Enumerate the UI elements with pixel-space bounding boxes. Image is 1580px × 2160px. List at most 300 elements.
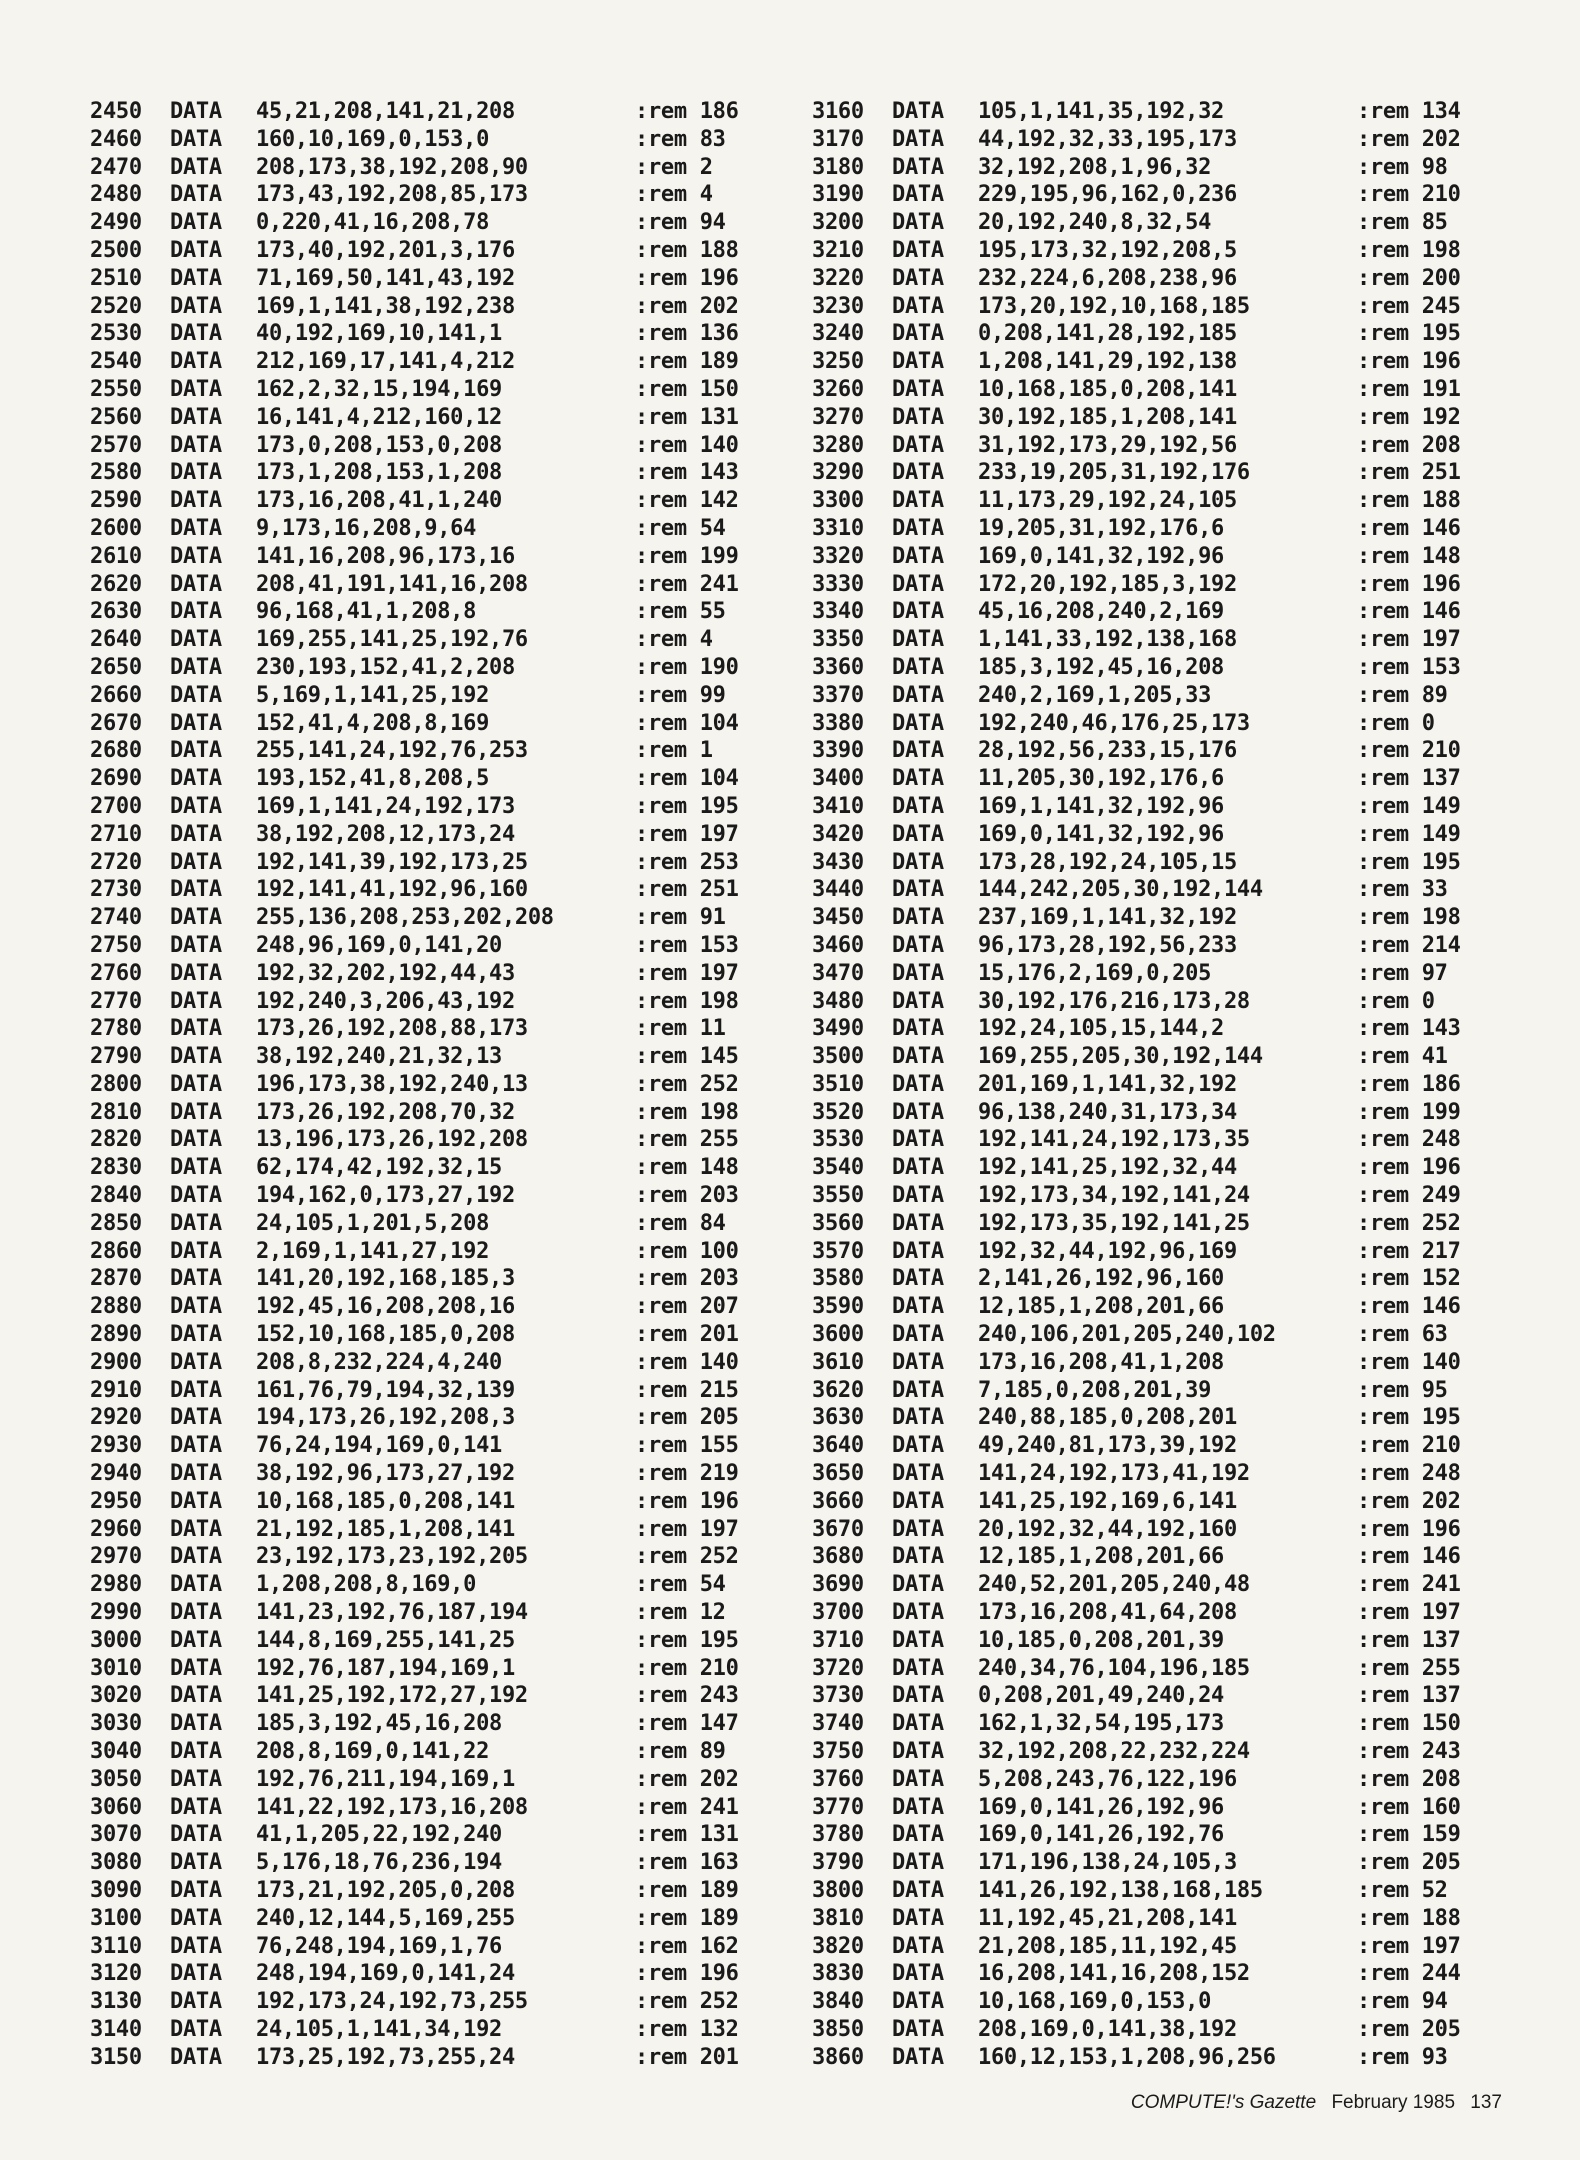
line-number: 3750: [812, 1739, 864, 1765]
data-keyword: DATA: [892, 988, 944, 1014]
rem-checksum: :rem 202: [635, 1766, 739, 1792]
data-values: 173,16,208,41,64,208: [978, 1600, 1237, 1626]
line-number: 2930: [90, 1433, 142, 1459]
data-values: 173,26,192,208,70,32: [256, 1099, 515, 1125]
data-values: 23,192,173,23,192,205: [256, 1544, 528, 1570]
data-keyword: DATA: [170, 349, 222, 375]
line-number: 3600: [812, 1322, 864, 1348]
data-keyword: DATA: [170, 654, 222, 680]
data-keyword: DATA: [170, 1322, 222, 1348]
data-values: 141,24,192,173,41,192: [978, 1461, 1250, 1487]
data-keyword: DATA: [892, 2016, 944, 2042]
data-values: 173,16,208,41,1,240: [256, 488, 502, 514]
data-values: 16,141,4,212,160,12: [256, 404, 502, 430]
data-values: 192,24,105,15,144,2: [978, 1016, 1224, 1042]
rem-checksum: :rem 201: [635, 1322, 739, 1348]
data-keyword: DATA: [892, 1627, 944, 1653]
data-values: 76,24,194,169,0,141: [256, 1433, 502, 1459]
data-keyword: DATA: [892, 1655, 944, 1681]
data-keyword: DATA: [892, 1294, 944, 1320]
line-number: 2610: [90, 543, 142, 569]
data-values: 16,208,141,16,208,152: [978, 1961, 1250, 1987]
data-keyword: DATA: [170, 793, 222, 819]
data-keyword: DATA: [170, 2016, 222, 2042]
rem-checksum: :rem 217: [1357, 1238, 1461, 1264]
data-keyword: DATA: [170, 182, 222, 208]
data-keyword: DATA: [892, 154, 944, 180]
data-keyword: DATA: [892, 1183, 944, 1209]
rem-checksum: :rem 4: [635, 627, 713, 653]
line-number: 3120: [90, 1961, 142, 1987]
line-number: 2980: [90, 1572, 142, 1598]
rem-checksum: :rem 54: [635, 515, 726, 541]
rem-checksum: :rem 149: [1357, 793, 1461, 819]
line-number: 2900: [90, 1349, 142, 1375]
data-values: 21,192,185,1,208,141: [256, 1516, 515, 1542]
data-keyword: DATA: [170, 404, 222, 430]
line-number: 2770: [90, 988, 142, 1014]
rem-checksum: :rem 84: [635, 1210, 726, 1236]
data-keyword: DATA: [892, 1933, 944, 1959]
data-values: 38,192,96,173,27,192: [256, 1461, 515, 1487]
data-keyword: DATA: [892, 1822, 944, 1848]
data-values: 141,26,192,138,168,185: [978, 1878, 1263, 1903]
data-keyword: DATA: [170, 849, 222, 875]
line-number: 3020: [90, 1683, 142, 1709]
data-values: 240,12,144,5,169,255: [256, 1905, 515, 1931]
data-values: 255,136,208,253,202,208: [256, 905, 554, 931]
data-values: 31,192,173,29,192,56: [978, 432, 1237, 458]
line-number: 3290: [812, 460, 864, 486]
rem-checksum: :rem 12: [635, 1600, 726, 1626]
rem-checksum: :rem 210: [1357, 738, 1461, 764]
data-keyword: DATA: [170, 1127, 222, 1153]
data-values: 2,169,1,141,27,192: [256, 1238, 490, 1264]
line-number: 3340: [812, 599, 864, 625]
line-number: 3540: [812, 1155, 864, 1181]
rem-checksum: :rem 210: [1357, 1433, 1461, 1459]
line-number: 3630: [812, 1405, 864, 1431]
rem-checksum: :rem 201: [635, 2044, 739, 2070]
data-keyword: DATA: [170, 293, 222, 319]
line-number: 3740: [812, 1711, 864, 1737]
rem-checksum: :rem 152: [1357, 1266, 1461, 1292]
rem-checksum: :rem 83: [635, 126, 726, 152]
data-values: 41,1,205,22,192,240: [256, 1822, 502, 1848]
rem-checksum: :rem 52: [1357, 1878, 1448, 1903]
line-number: 3050: [90, 1766, 142, 1792]
line-number: 3070: [90, 1822, 142, 1848]
rem-checksum: :rem 91: [635, 905, 726, 931]
rem-checksum: :rem 0: [1357, 710, 1435, 736]
line-number: 2780: [90, 1016, 142, 1042]
data-values: 44,192,32,33,195,173: [978, 126, 1237, 152]
line-number: 3390: [812, 738, 864, 764]
rem-checksum: :rem 104: [635, 766, 739, 792]
data-keyword: DATA: [892, 543, 944, 569]
line-number: 3320: [812, 543, 864, 569]
rem-checksum: :rem 104: [635, 710, 739, 736]
data-keyword: DATA: [170, 1071, 222, 1097]
data-keyword: DATA: [170, 1099, 222, 1125]
rem-checksum: :rem 145: [635, 1044, 739, 1070]
rem-checksum: :rem 146: [1357, 515, 1461, 541]
line-number: 3060: [90, 1794, 142, 1820]
rem-checksum: :rem 255: [635, 1127, 739, 1153]
line-number: 3460: [812, 932, 864, 958]
line-number: 3080: [90, 1850, 142, 1876]
rem-checksum: :rem 94: [635, 210, 726, 236]
rem-checksum: :rem 132: [635, 2016, 739, 2042]
data-values: 173,20,192,10,168,185: [978, 293, 1250, 319]
data-keyword: DATA: [170, 1516, 222, 1542]
rem-checksum: :rem 203: [635, 1183, 739, 1209]
data-values: 169,0,141,26,192,76: [978, 1822, 1224, 1848]
rem-checksum: :rem 197: [635, 821, 739, 847]
data-values: 169,1,141,32,192,96: [978, 793, 1224, 819]
data-keyword: DATA: [170, 1016, 222, 1042]
data-values: 96,173,28,192,56,233: [978, 932, 1237, 958]
data-values: 192,240,46,176,25,173: [978, 710, 1250, 736]
line-number: 3380: [812, 710, 864, 736]
data-values: 28,192,56,233,15,176: [978, 738, 1237, 764]
rem-checksum: :rem 253: [635, 849, 739, 875]
data-keyword: DATA: [892, 1905, 944, 1931]
rem-checksum: :rem 251: [635, 877, 739, 903]
rem-checksum: :rem 146: [1357, 1544, 1461, 1570]
line-number: 2460: [90, 126, 142, 152]
data-values: 96,138,240,31,173,34: [978, 1099, 1237, 1125]
rem-checksum: :rem 186: [1357, 1071, 1461, 1097]
data-values: 160,10,169,0,153,0: [256, 126, 490, 152]
rem-checksum: :rem 243: [1357, 1739, 1461, 1765]
data-values: 152,41,4,208,8,169: [256, 710, 490, 736]
data-keyword: DATA: [892, 1322, 944, 1348]
data-keyword: DATA: [892, 1349, 944, 1375]
data-keyword: DATA: [892, 460, 944, 486]
rem-checksum: :rem 210: [635, 1655, 739, 1681]
line-number: 3130: [90, 1989, 142, 2015]
rem-checksum: :rem 205: [1357, 1850, 1461, 1876]
rem-checksum: :rem 150: [1357, 1711, 1461, 1737]
data-keyword: DATA: [170, 1933, 222, 1959]
rem-checksum: :rem 54: [635, 1572, 726, 1598]
data-values: 38,192,208,12,173,24: [256, 821, 515, 847]
data-keyword: DATA: [892, 1155, 944, 1181]
line-number: 3000: [90, 1627, 142, 1653]
data-values: 20,192,32,44,192,160: [978, 1516, 1237, 1542]
line-number: 3100: [90, 1905, 142, 1931]
data-values: 185,3,192,45,16,208: [978, 654, 1224, 680]
data-values: 169,0,141,32,192,96: [978, 543, 1224, 569]
data-values: 194,162,0,173,27,192: [256, 1183, 515, 1209]
line-number: 3530: [812, 1127, 864, 1153]
rem-checksum: :rem 200: [1357, 265, 1461, 291]
rem-checksum: :rem 251: [1357, 460, 1461, 486]
rem-checksum: :rem 190: [635, 654, 739, 680]
line-number: 3670: [812, 1516, 864, 1542]
rem-checksum: :rem 143: [1357, 1016, 1461, 1042]
data-values: 12,185,1,208,201,66: [978, 1294, 1224, 1320]
rem-checksum: :rem 153: [635, 932, 739, 958]
data-values: 248,194,169,0,141,24: [256, 1961, 515, 1987]
line-number: 3230: [812, 293, 864, 319]
data-keyword: DATA: [892, 1210, 944, 1236]
line-number: 3480: [812, 988, 864, 1014]
data-values: 5,176,18,76,236,194: [256, 1850, 502, 1876]
rem-checksum: :rem 252: [635, 1989, 739, 2015]
data-keyword: DATA: [892, 1878, 944, 1903]
data-values: 212,169,17,141,4,212: [256, 349, 515, 375]
line-number: 3250: [812, 349, 864, 375]
line-number: 3010: [90, 1655, 142, 1681]
rem-checksum: :rem 155: [635, 1433, 739, 1459]
line-number: 2700: [90, 793, 142, 819]
line-number: 2600: [90, 515, 142, 541]
data-values: 30,192,185,1,208,141: [978, 404, 1237, 430]
rem-checksum: :rem 244: [1357, 1961, 1461, 1987]
rem-checksum: :rem 197: [635, 1516, 739, 1542]
data-keyword: DATA: [892, 1739, 944, 1765]
rem-checksum: :rem 202: [635, 293, 739, 319]
line-number: 3410: [812, 793, 864, 819]
rem-checksum: :rem 189: [635, 349, 739, 375]
data-keyword: DATA: [892, 432, 944, 458]
line-number: 3760: [812, 1766, 864, 1792]
data-keyword: DATA: [170, 432, 222, 458]
data-keyword: DATA: [892, 182, 944, 208]
rem-checksum: :rem 55: [635, 599, 726, 625]
line-number: 3430: [812, 849, 864, 875]
data-values: 162,2,32,15,194,169: [256, 376, 502, 402]
data-values: 32,192,208,1,96,32: [978, 154, 1212, 180]
rem-checksum: :rem 196: [635, 1961, 739, 1987]
data-keyword: DATA: [892, 849, 944, 875]
line-number: 2730: [90, 877, 142, 903]
data-values: 38,192,240,21,32,13: [256, 1044, 502, 1070]
data-keyword: DATA: [170, 488, 222, 514]
data-keyword: DATA: [170, 1210, 222, 1236]
line-number: 3470: [812, 960, 864, 986]
rem-checksum: :rem 255: [1357, 1655, 1461, 1681]
data-values: 141,25,192,169,6,141: [978, 1488, 1237, 1514]
line-number: 2850: [90, 1210, 142, 1236]
data-values: 194,173,26,192,208,3: [256, 1405, 515, 1431]
page-number: 137: [1470, 2092, 1502, 2113]
line-number: 3830: [812, 1961, 864, 1987]
line-number: 2740: [90, 905, 142, 931]
data-keyword: DATA: [892, 1711, 944, 1737]
data-keyword: DATA: [892, 1766, 944, 1792]
data-values: 171,196,138,24,105,3: [978, 1850, 1237, 1876]
line-number: 2680: [90, 738, 142, 764]
line-number: 2510: [90, 265, 142, 291]
data-keyword: DATA: [892, 710, 944, 736]
line-number: 2490: [90, 210, 142, 236]
line-number: 3270: [812, 404, 864, 430]
data-keyword: DATA: [170, 1572, 222, 1598]
line-number: 3680: [812, 1544, 864, 1570]
rem-checksum: :rem 208: [1357, 432, 1461, 458]
rem-checksum: :rem 188: [1357, 488, 1461, 514]
rem-checksum: :rem 99: [635, 682, 726, 708]
data-keyword: DATA: [892, 1544, 944, 1570]
rem-checksum: :rem 63: [1357, 1322, 1448, 1348]
rem-checksum: :rem 134: [1357, 99, 1461, 124]
rem-checksum: :rem 248: [1357, 1127, 1461, 1153]
data-keyword: DATA: [170, 877, 222, 903]
data-values: 173,25,192,73,255,24: [256, 2044, 515, 2070]
data-keyword: DATA: [892, 738, 944, 764]
rem-checksum: :rem 89: [1357, 682, 1448, 708]
data-values: 192,173,35,192,141,25: [978, 1210, 1250, 1236]
data-values: 21,208,185,11,192,45: [978, 1933, 1237, 1959]
data-keyword: DATA: [892, 571, 944, 597]
line-number: 2480: [90, 182, 142, 208]
rem-checksum: :rem 137: [1357, 1683, 1461, 1709]
line-number: 3140: [90, 2016, 142, 2042]
data-keyword: DATA: [170, 1683, 222, 1709]
data-keyword: DATA: [170, 710, 222, 736]
data-keyword: DATA: [170, 1655, 222, 1681]
data-values: 141,20,192,168,185,3: [256, 1266, 515, 1292]
data-keyword: DATA: [892, 265, 944, 291]
line-number: 2760: [90, 960, 142, 986]
data-values: 45,21,208,141,21,208: [256, 99, 515, 124]
rem-checksum: :rem 136: [635, 321, 739, 347]
data-values: 232,224,6,208,238,96: [978, 265, 1237, 291]
line-number: 2880: [90, 1294, 142, 1320]
data-values: 237,169,1,141,32,192: [978, 905, 1237, 931]
rem-checksum: :rem 197: [1357, 1933, 1461, 1959]
line-number: 2650: [90, 654, 142, 680]
line-number: 3800: [812, 1878, 864, 1903]
data-values: 169,0,141,26,192,96: [978, 1794, 1224, 1820]
line-number: 3550: [812, 1183, 864, 1209]
line-number: 2540: [90, 349, 142, 375]
data-keyword: DATA: [170, 932, 222, 958]
data-values: 13,196,173,26,192,208: [256, 1127, 528, 1153]
data-keyword: DATA: [892, 1266, 944, 1292]
data-values: 10,168,185,0,208,141: [256, 1488, 515, 1514]
line-number: 2520: [90, 293, 142, 319]
line-number: 3110: [90, 1933, 142, 1959]
data-values: 240,106,201,205,240,102: [978, 1322, 1276, 1348]
line-number: 2590: [90, 488, 142, 514]
rem-checksum: :rem 41: [1357, 1044, 1448, 1070]
data-values: 30,192,176,216,173,28: [978, 988, 1250, 1014]
line-number: 2450: [90, 99, 142, 124]
rem-checksum: :rem 163: [635, 1850, 739, 1876]
line-number: 3490: [812, 1016, 864, 1042]
data-values: 24,105,1,201,5,208: [256, 1210, 490, 1236]
data-values: 201,169,1,141,32,192: [978, 1071, 1237, 1097]
data-values: 141,16,208,96,173,16: [256, 543, 515, 569]
line-number: 3660: [812, 1488, 864, 1514]
data-keyword: DATA: [170, 321, 222, 347]
rem-checksum: :rem 149: [1357, 821, 1461, 847]
data-values: 192,240,3,206,43,192: [256, 988, 515, 1014]
rem-checksum: :rem 249: [1357, 1183, 1461, 1209]
rem-checksum: :rem 248: [1357, 1461, 1461, 1487]
data-values: 162,1,32,54,195,173: [978, 1711, 1224, 1737]
data-values: 10,168,185,0,208,141: [978, 376, 1237, 402]
line-number: 3730: [812, 1683, 864, 1709]
data-values: 248,96,169,0,141,20: [256, 932, 502, 958]
line-number: 3040: [90, 1739, 142, 1765]
line-number: 3350: [812, 627, 864, 653]
rem-checksum: :rem 198: [1357, 905, 1461, 931]
data-values: 141,25,192,172,27,192: [256, 1683, 528, 1709]
rem-checksum: :rem 196: [635, 265, 739, 291]
data-values: 208,173,38,192,208,90: [256, 154, 528, 180]
data-keyword: DATA: [892, 515, 944, 541]
data-keyword: DATA: [170, 682, 222, 708]
data-values: 7,185,0,208,201,39: [978, 1377, 1212, 1403]
line-number: 2960: [90, 1516, 142, 1542]
data-values: 192,76,211,194,169,1: [256, 1766, 515, 1792]
data-values: 173,1,208,153,1,208: [256, 460, 502, 486]
line-number: 2940: [90, 1461, 142, 1487]
line-number: 3150: [90, 2044, 142, 2070]
data-values: 32,192,208,22,232,224: [978, 1739, 1250, 1765]
data-values: 192,173,34,192,141,24: [978, 1183, 1250, 1209]
rem-checksum: :rem 196: [1357, 571, 1461, 597]
line-number: 2810: [90, 1099, 142, 1125]
rem-checksum: :rem 203: [635, 1266, 739, 1292]
data-keyword: DATA: [170, 126, 222, 152]
data-keyword: DATA: [170, 1905, 222, 1931]
line-number: 3420: [812, 821, 864, 847]
rem-checksum: :rem 0: [1357, 988, 1435, 1014]
rem-checksum: :rem 98: [1357, 154, 1448, 180]
data-values: 173,28,192,24,105,15: [978, 849, 1237, 875]
data-keyword: DATA: [170, 571, 222, 597]
data-keyword: DATA: [892, 766, 944, 792]
line-number: 2890: [90, 1322, 142, 1348]
data-keyword: DATA: [170, 988, 222, 1014]
data-keyword: DATA: [892, 1989, 944, 2015]
data-values: 105,1,141,35,192,32: [978, 99, 1224, 124]
rem-checksum: :rem 143: [635, 460, 739, 486]
line-number: 3560: [812, 1210, 864, 1236]
line-number: 3360: [812, 654, 864, 680]
data-keyword: DATA: [170, 99, 222, 124]
data-keyword: DATA: [892, 877, 944, 903]
line-number: 2620: [90, 571, 142, 597]
data-values: 20,192,240,8,32,54: [978, 210, 1212, 236]
rem-checksum: :rem 196: [1357, 349, 1461, 375]
line-number: 2670: [90, 710, 142, 736]
rem-checksum: :rem 4: [635, 182, 713, 208]
line-number: 3770: [812, 1794, 864, 1820]
data-keyword: DATA: [892, 1099, 944, 1125]
rem-checksum: :rem 205: [635, 1405, 739, 1431]
data-keyword: DATA: [892, 599, 944, 625]
data-values: 169,255,205,30,192,144: [978, 1044, 1263, 1070]
rem-checksum: :rem 241: [635, 571, 739, 597]
data-keyword: DATA: [170, 599, 222, 625]
data-values: 173,21,192,205,0,208: [256, 1878, 515, 1903]
line-number: 3030: [90, 1711, 142, 1737]
data-keyword: DATA: [170, 154, 222, 180]
rem-checksum: :rem 252: [635, 1544, 739, 1570]
line-number: 2560: [90, 404, 142, 430]
data-keyword: DATA: [892, 376, 944, 402]
data-keyword: DATA: [170, 1433, 222, 1459]
data-keyword: DATA: [170, 1766, 222, 1792]
data-values: 240,34,76,104,196,185: [978, 1655, 1250, 1681]
